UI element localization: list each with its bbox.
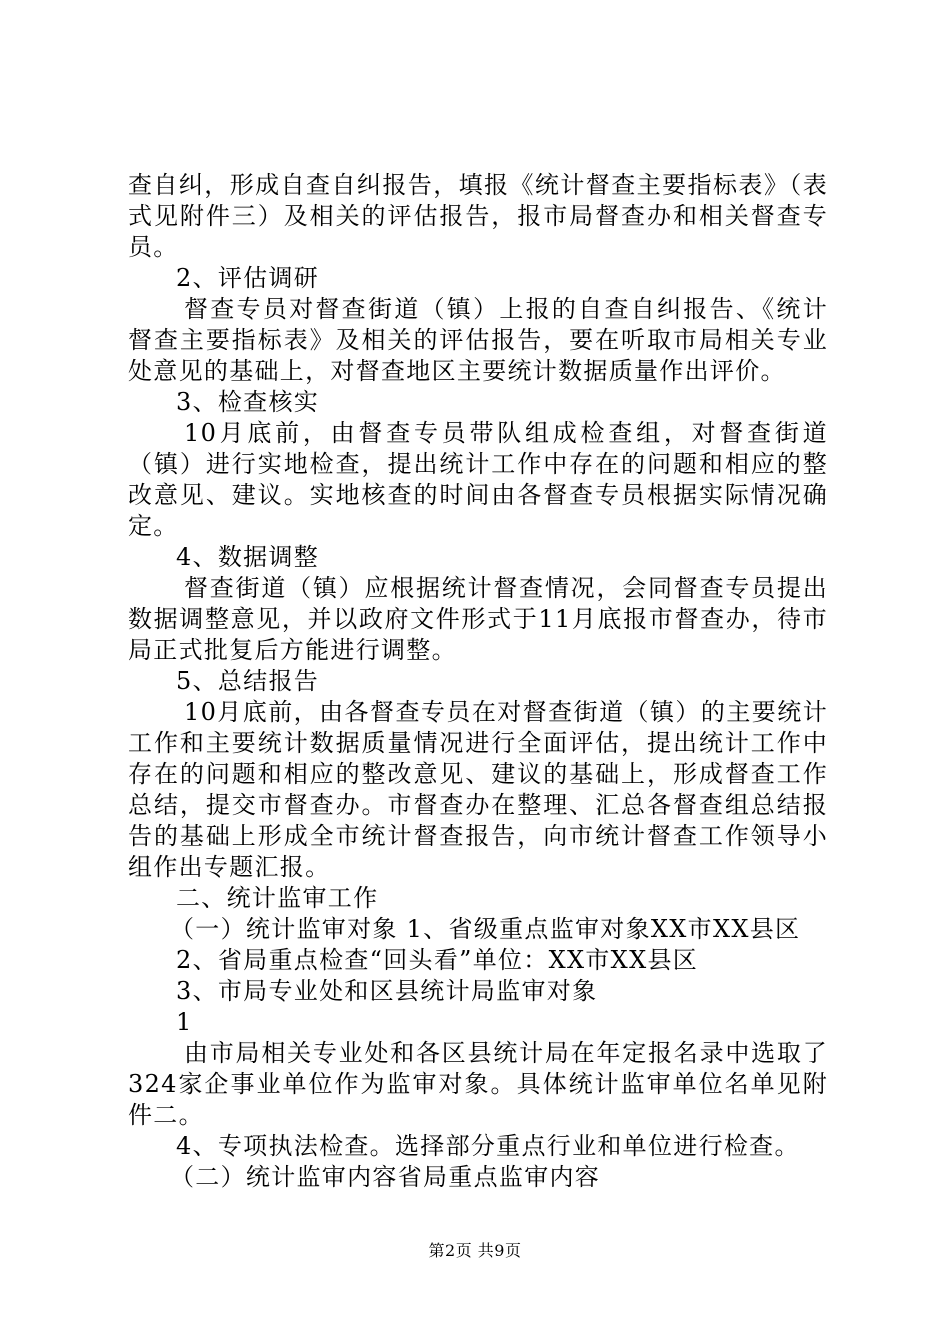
paragraph-evaluation: 督查专员对督查街道（镇）上报的自查自纠报告、《统计督查主要指标表》及相关的评估报告，要在听取市局相关专业处意见的基础上，对督查地区主要统计数据质量作出评价。 bbox=[128, 295, 828, 385]
paragraph-special-inspection: 4、专项执法检查。选择部分重点行业和单位进行检查。 bbox=[176, 1132, 800, 1160]
paragraph-lookback-units: 2、省局重点检查“回头看”单位：XX市XX县区 bbox=[176, 946, 699, 974]
heading-data-adjustment: 4、数据调整 bbox=[176, 543, 320, 571]
heading-evaluation-research: 2、评估调研 bbox=[176, 264, 320, 292]
paragraph-continuation: 查自纠，形成自查自纠报告，填报《统计督查主要指标表》（表式见附件三）及相关的评估报告，报市局督查办和相关督查专员。 bbox=[128, 171, 828, 261]
paragraph-inspection: 10月底前，由督查专员带队组成检查组，对督查街道（镇）进行实地检查，提出统计工作中存在的问题和相应的整改意见、建议。实地核查的时间由各督查专员根据实际情况确定。 bbox=[128, 419, 828, 540]
heading-summary-report: 5、总结报告 bbox=[176, 667, 320, 695]
page-footer: 第2页 共9页 bbox=[428, 1241, 522, 1260]
paragraph-summary-report: 10月底前，由各督查专员在对督查街道（镇）的主要统计工作和主要统计数据质量情况进行全面评估，提出统计工作中存在的问题和相应的整改意见、建议的基础上，形成督查工作总结，提交市督查办。市督查办在整理、汇总各督查组总结报告的基础上形成全市统计督查报告，向市统计督查工作领导小组作出专题汇报。 bbox=[128, 698, 828, 881]
paragraph-data-adjustment: 督查街道（镇）应根据统计督查情况，会同督查专员提出数据调整意见，并以政府文件形式于11月底报市督查办，待市局正式批复后方能进行调整。 bbox=[128, 574, 828, 664]
paragraph-stray-number: 1 bbox=[176, 1008, 193, 1036]
heading-statistical-audit: 二、统计监审工作 bbox=[176, 884, 379, 912]
document-body bbox=[128, 170, 828, 1193]
paragraph-city-audit-objects: 3、市局专业处和区县统计局监审对象 bbox=[176, 977, 598, 1005]
paragraph-audit-content: （二）统计监审内容省局重点监审内容 bbox=[170, 1163, 601, 1191]
heading-inspection-verification: 3、检查核实 bbox=[176, 388, 320, 416]
paragraph-selected-units: 由市局相关专业处和各区县统计局在年定报名录中选取了324家企事业单位作为监审对象。具体统计监审单位名单见附件二。 bbox=[128, 1039, 828, 1129]
paragraph-audit-objects: （一）统计监审对象 1、省级重点监审对象XX市XX县区 bbox=[170, 915, 801, 943]
